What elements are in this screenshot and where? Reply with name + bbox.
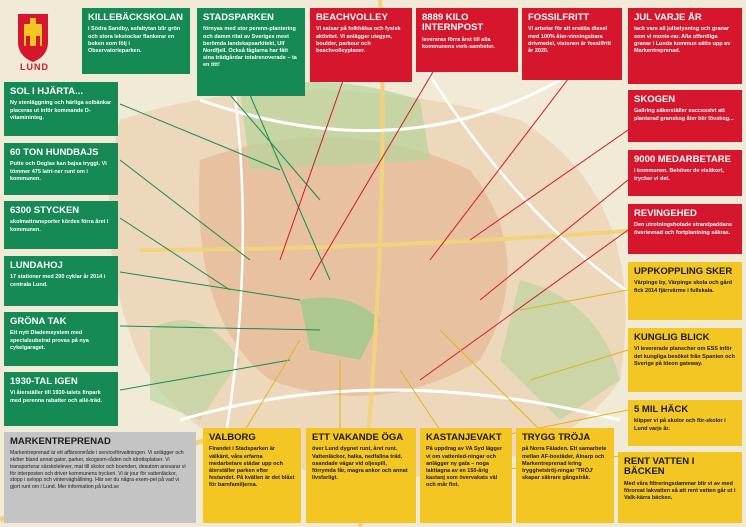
box-text: Ett nytt Diademsystem med specialsubstrat provas på nya cykelgaraget. xyxy=(10,330,89,351)
box-title: MARKENTREPRENAD xyxy=(10,436,111,447)
box-revingehed xyxy=(628,204,742,254)
box-milhack xyxy=(628,400,742,446)
box-title: JUL VARJE ÅR xyxy=(634,12,702,23)
box-julvarjear xyxy=(628,8,742,84)
box-title: REVINGEHED xyxy=(634,208,697,219)
box-rentvatten xyxy=(618,452,742,523)
box-uppkoppling xyxy=(628,262,742,320)
box-text: förnyas med stor perenn-plantering och damm ritat av Sveriges mest berömda landskapsarkitekt, Ulf Nordfjell. Också fåglarna har fått sina trädgårdar totalrenoverade – ta en titt! xyxy=(203,26,297,69)
box-text: 17 stationer med 200 cyklar år 2014 i centrala Lund. xyxy=(10,274,106,288)
box-text: Med våra filtreringsdammar blir vi av med föroreat lakvatten så att rent vatten går ut i Valk-kärra bäcken. xyxy=(624,480,736,502)
box-text: Den utrotningshotade strandpaddans överlevnad och fortplantning säkras. xyxy=(634,222,733,236)
box-title: KILLEBÄCKSKOLAN xyxy=(88,12,183,23)
box-text: På uppdrag av VA Syd lägger vi om vattenled-ningar och anlägger ny gata – noga lakttagna av en 150-årig kastanj som övervakats väl och mår fint. xyxy=(426,446,503,489)
box-text: på Norra Fäladen. Ett samarbete mellan AF-bostäder, Alnarp och Markentreprenad kring trygghetströj-ningar 'TRÖJ' skapar säkrare gångstråk. xyxy=(522,446,607,481)
box-title: FOSSILFRITT xyxy=(528,12,590,23)
box-title: VALBORG xyxy=(209,432,256,443)
box-text: Vi levererade planscher om ESS inför det kungliga besöket från Spanien och Sverige på Ideon gateway. xyxy=(634,346,735,367)
box-kastanjevakt xyxy=(420,428,512,523)
box-text: Markentreprenad är ett affärsområde i serviceförvaltningen. Vi anlägger och sköter bland annat gator, parker, skogsom-råden och idrottsplatser. Vi transporterar särskolelever, mat till skolor och boenden, desutom ansvarar vi för interposten och driver kommunens tryckeri. Vi är jour för vattenläckor, stopp i avlopp och vinterväghållning. Här ser du några exem-pel på vad vi gjort runt om i Lund. Mer information på lund.se xyxy=(10,450,186,491)
box-lundahoj xyxy=(4,256,118,306)
lund-name: LUND xyxy=(20,62,49,72)
box-title: 6300 STYCKEN xyxy=(10,205,80,216)
box-text: Firandet i Stadsparken är välkänt, våra erfarna medarbetare städar upp och återställer parken efter festandet. På kvällen är det blåst för barnfamiljerna. xyxy=(209,446,295,489)
box-text: Gallring säkerställer successivt att planterad granskog åter blir lövskog... xyxy=(634,108,734,122)
box-text: i Södra Sandby, asfaltytan blir grön och stora lekstockar flankerar en boken som följ i Observatorieparken. xyxy=(88,26,181,54)
box-text: Putte och Doglas kan bajsa tryggt. Vi tömmer 475 latri-ner runt om i kommunen. xyxy=(10,161,107,182)
box-text: Vi arbetar för att ersätta diesel med 100% åter-vinningsbara drivmedel, visionen är fossilfritt år 2020. xyxy=(528,26,612,54)
box-stadsparken xyxy=(197,8,305,96)
box-title: LUNDAHOJ xyxy=(10,260,63,271)
box-1930-tal xyxy=(4,372,118,426)
box-title: RENT VATTEN I BÄCKEN xyxy=(624,456,695,478)
box-title: SOL I HJÄRTA... xyxy=(10,86,84,97)
box-stycken xyxy=(4,201,118,249)
box-beachvolley xyxy=(310,8,412,82)
box-text: över Lund dygnet runt, året runt. Vattenläckor, halka, nedfallna träd, osandade vägar vid oljespill, förrymda får, magra ankor och annat livsfarligt. xyxy=(312,446,408,481)
box-vakandeoga xyxy=(306,428,416,523)
box-text: i kommunen. Behöver de visitkort, trycker vi det. xyxy=(634,168,724,182)
box-title: SKOGEN xyxy=(634,94,676,105)
box-title: TRYGG TRÖJA xyxy=(522,432,591,443)
box-fossilfritt xyxy=(522,8,622,80)
box-text: tack vare all julbelysning och granar som vi monte-rar. Alla offentliga granar i Lunds kommun sätts upp av Markentreprenad. xyxy=(634,26,731,54)
box-title: 5 MIL HÄCK xyxy=(634,404,689,415)
box-title: UPPKOPPLING SKER xyxy=(634,266,733,277)
box-title: 60 TON HUNDBAJS xyxy=(10,147,99,158)
box-grontak xyxy=(4,312,118,366)
box-text: skolmattransporter kördes förra året i kommunen. xyxy=(10,219,109,233)
box-title: KASTANJEVAKT xyxy=(426,432,502,443)
box-title: 9000 MEDARBETARE xyxy=(634,154,731,165)
box-markentreprenad xyxy=(4,432,196,523)
box-title: BEACHVOLLEY xyxy=(316,12,388,23)
box-text: levereras förra året till alla kommunens verk-samheter. xyxy=(422,36,495,51)
box-text: Värpinge by, Värpinge skola och gård fick 2014 fjärrvärme i fullskala. xyxy=(634,280,733,294)
box-title: GRÖNA TAK xyxy=(10,316,67,327)
box-killebackskolan xyxy=(82,8,190,74)
lund-logo xyxy=(8,6,58,76)
box-text: Vi återställer till 1930-talets finpark med perenna rabatter och allé-träd. xyxy=(10,390,102,404)
box-kungligblick xyxy=(628,328,742,392)
box-valborg xyxy=(203,428,301,523)
box-text: Vi satsar på folkhälsa och fysisk aktivitet. Vi anlägger utegym, boulder, parkour och beachvolleyplaner. xyxy=(316,26,401,54)
box-title: 8889 KILO INTERNPOST xyxy=(422,12,484,34)
box-title: 1930-TAL IGEN xyxy=(10,376,78,387)
box-text: Ny stenläggning och härliga solbänkar placeras ut inför kommande D-vitamininteg. xyxy=(10,100,112,121)
box-text: klipper vi på skolor och för-skolor i Lund varje år. xyxy=(634,418,726,432)
box-tryggtroja xyxy=(516,428,614,523)
box-title: KUNGLIG BLICK xyxy=(634,332,710,343)
box-hundbajs xyxy=(4,143,118,195)
box-medarbetare xyxy=(628,150,742,196)
box-internpost xyxy=(416,8,518,72)
box-title: STADSPARKEN xyxy=(203,12,274,23)
box-title: ETT VAKANDE ÖGA xyxy=(312,432,404,443)
box-solihjarta xyxy=(4,82,118,136)
box-skogen xyxy=(628,90,742,142)
